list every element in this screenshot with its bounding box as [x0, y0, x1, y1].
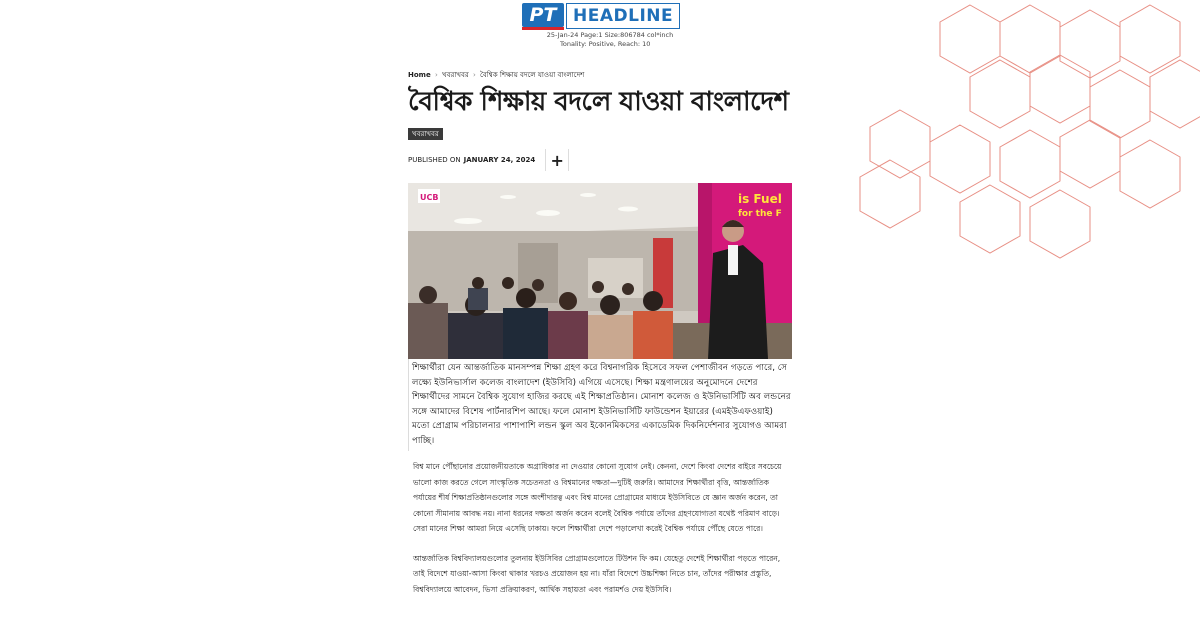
banner-text-1: is Fuel — [738, 192, 782, 206]
clipping-meta-tonality: Tonality: Positive, Reach: 10 — [560, 40, 651, 48]
body-paragraph: বিশ্ব মানে পৌঁছানোর প্রয়োজনীয়তাকে অগ্রাধিকার না দেওয়ার কোনো সুযোগ নেই। কেননা, দেশে কিংবা দেশের বাইরে সবচেয়ে ভালো কাজ করতে গেলে সাংস্কৃতিক সচেতনতা ও বিশ্বমানের দক্ষতা—দুটিই জরুরি। আমাদের শিক্ষার্থীরা বৃত্তি, আন্তর্জাতিক পর্যায়ের শীর্ষ শিক্ষাপ্রতিষ্ঠানগুলোর সঙ্গে অংশীদারত্ব এবং বিশ্ব মানের প্রোগ্রামের মাধ্যমে ইউসিবিতে যে জ্ঞান অর্জন করেন, তা কোনো সীমানায় আবদ্ধ নয়। নানা ধরনের দক্ষতা অর্জন করেন বলেই বৈশ্বিক পর্যায়ে তাঁদের গ্রহণযোগ্যতা যথেষ্ট পরিমাণ বাড়ে। সেরা মানের শিক্ষা আমরা নিয়ে এসেছি ঢাকায়। ফলে শিক্ষার্থীরা দেশে পড়ালেখা করেই বৈশ্বিক পর্যায়ে পৌঁছে যেতে পারে। — [413, 462, 782, 533]
breadcrumb-home[interactable]: Home — [408, 71, 431, 79]
share-plus-button[interactable]: + — [545, 149, 569, 171]
published-label: PUBLISHED ON — [408, 156, 461, 164]
logo-headline-text: HEADLINE — [566, 3, 680, 29]
clipping-meta-size: 25-Jan-24 Page:1 Size:806784 col*inch — [546, 31, 674, 39]
page-title: বৈশ্বিক শিক্ষায় বদলে যাওয়া বাংলাদেশ — [408, 87, 789, 117]
logo-pt-mark: PT — [522, 3, 564, 27]
published-date: JANUARY 24, 2024 — [463, 156, 536, 164]
published-info — [408, 148, 808, 172]
hexagon-pattern-decoration — [850, 0, 1200, 260]
breadcrumb-section[interactable]: খবরাখবর — [442, 71, 469, 79]
article-header — [408, 68, 808, 172]
article-body — [408, 459, 800, 597]
caption-text: শিক্ষার্থীরা যেন আন্তর্জাতিক মানসম্পন্ন শিক্ষা গ্রহণ করে বিশ্বনাগরিক হিসেবে সফল পেশাজীবন গড়তে পারে, সে লক্ষ্যে ইউনিভার্সাল কলেজ বাংলাদেশ (ইউসিবি) এগিয়ে এসেছে। শিক্ষা মন্ত্রণালয়ের অনুমোদনে দেশের শিক্ষার্থীদের সামনে বৈশ্বিক সুযোগ হাজির করছে এই শিক্ষাপ্রতিষ্ঠান। মোনাশ কলেজ ও ইউনিভার্সিটি অব লন্ডনের সঙ্গে আমাদের বিশেষ পার্টনারশিপ আছে। ফলে মোনাশ ইউনিভার্সিটি ফাউন্ডেশন ইয়ারের (এমইউএফওয়াই) মতো প্রোগ্রাম পরিচালনার পাশাপাশি লন্ডন স্কুল অব ইকোনমিকসের একাডেমিক দিকনির্দেশনার সুযোগও আমরা পাচ্ছি। — [412, 363, 791, 446]
breadcrumb-separator: › — [472, 71, 476, 79]
ucb-logo-text: UCB — [420, 193, 439, 202]
clipping-meta — [520, 31, 700, 49]
image-caption — [408, 359, 801, 451]
banner-text-2: for the F — [738, 209, 782, 219]
classroom-photo-illustration — [408, 183, 792, 359]
breadcrumb — [408, 68, 808, 82]
body-paragraph: আন্তর্জাতিক বিশ্ববিদ্যালয়গুলোর তুলনায় ইউসিবির প্রোগ্রামগুলোতে টিউশন ফি কম। যেহেতু দেশেই শিক্ষার্থীরা পড়তে পারেন, তাই বিদেশে যাওয়া-আসা কিংবা থাকার খরচও প্রয়োজন হয় না। যাঁরা বিদেশে উচ্চশিক্ষা নিতে চান, তাঁদের পরীক্ষার প্রস্তুতি, বিশ্ববিদ্যালয়ে আবেদন, ভিসা প্রক্রিয়াকরণ, আর্থিক সহায়তা এবং পরামর্শও দেয় ইউসিবি। — [413, 553, 781, 594]
category-badge[interactable]: খবরাখবর — [408, 128, 443, 140]
article-hero-image — [408, 183, 792, 359]
breadcrumb-current: বৈশ্বিক শিক্ষায় বদলে যাওয়া বাংলাদেশ — [480, 71, 585, 79]
pt-headline-logo — [522, 0, 677, 30]
breadcrumb-separator: › — [434, 71, 438, 79]
